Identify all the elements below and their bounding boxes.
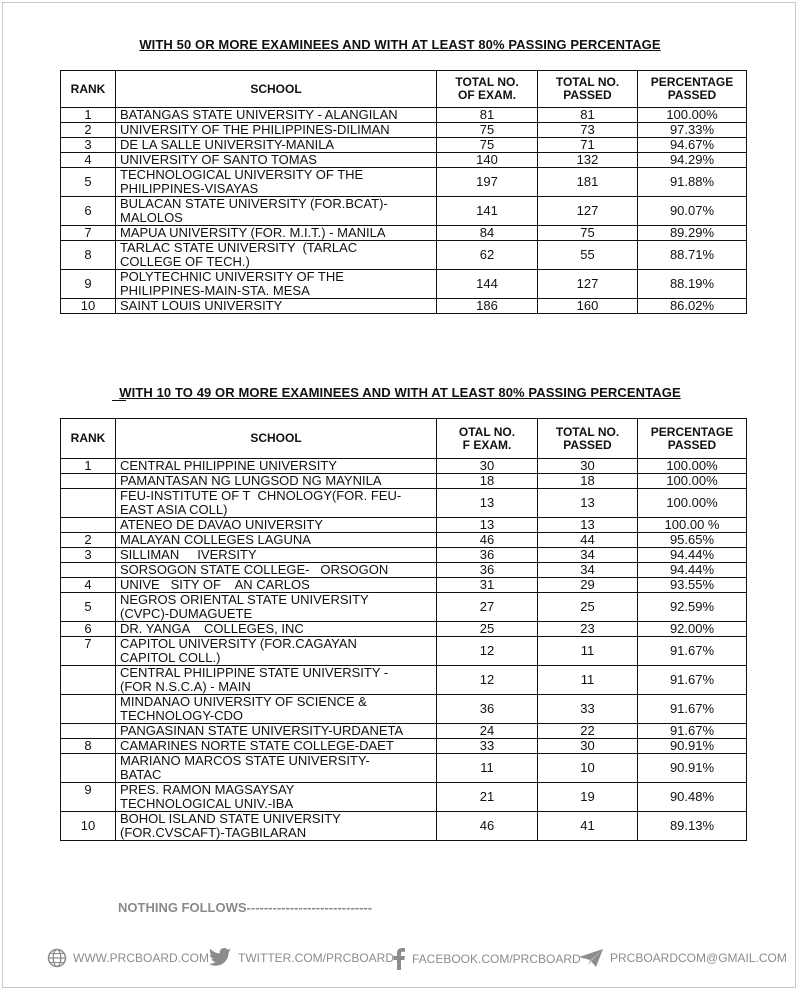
table-row xyxy=(61,123,747,138)
table-row xyxy=(61,474,747,489)
exam-count-cell: 75 xyxy=(437,123,538,138)
rank-cell: 10 xyxy=(61,812,116,841)
header-rank: RANK xyxy=(61,71,116,108)
school-cell xyxy=(116,739,437,754)
school-name-line: TECHNOLOGY-CDO xyxy=(120,708,244,723)
percentage-cell: 88.71% xyxy=(638,241,747,270)
table-10-to-49 xyxy=(60,418,747,841)
school-cell xyxy=(116,724,437,739)
percentage-cell: 94.29% xyxy=(638,153,747,168)
percentage-cell: 88.19% xyxy=(638,270,747,299)
percentage-cell: 100.00% xyxy=(638,474,747,489)
exam-count-cell: 75 xyxy=(437,138,538,153)
school-cell xyxy=(116,593,437,622)
table-row xyxy=(61,226,747,241)
exam-count-cell: 46 xyxy=(437,533,538,548)
table-row xyxy=(61,138,747,153)
school-name-line: PAMANTASAN NG LUNGSOD NG MAYNILA xyxy=(120,473,382,488)
school-name-line: PANGASINAN STATE UNIVERSITY-URDANETA xyxy=(120,723,404,738)
school-name-line: UNIVERSITY OF THE PHILIPPINES-DILIMAN xyxy=(120,122,390,137)
school-cell xyxy=(116,153,437,168)
table-row xyxy=(61,489,747,518)
passed-count-cell: 30 xyxy=(538,739,638,754)
passed-count-cell: 13 xyxy=(538,518,638,533)
table-row xyxy=(61,622,747,637)
footer xyxy=(0,948,800,972)
table-row xyxy=(61,548,747,563)
passed-count-cell: 25 xyxy=(538,593,638,622)
percentage-cell: 100.00 % xyxy=(638,518,747,533)
passed-count-cell: 181 xyxy=(538,168,638,197)
table-row xyxy=(61,593,747,622)
passed-count-cell: 55 xyxy=(538,241,638,270)
exam-count-cell: 84 xyxy=(437,226,538,241)
passed-count-cell: 22 xyxy=(538,724,638,739)
rank-cell: 7 xyxy=(61,226,116,241)
school-name-line: PHILIPPINES-MAIN-STA. MESA xyxy=(120,283,310,298)
table-row xyxy=(61,812,747,841)
rank-cell xyxy=(61,518,116,533)
rank-cell xyxy=(61,754,116,783)
exam-count-cell: 144 xyxy=(437,270,538,299)
school-name-line: CENTRAL PHILIPPINE STATE UNIVERSITY - xyxy=(120,665,389,680)
exam-count-cell: 33 xyxy=(437,739,538,754)
school-name-line: SILLIMAN IVERSITY xyxy=(120,547,257,562)
header-rank: RANK xyxy=(61,419,116,459)
exam-count-cell: 46 xyxy=(437,812,538,841)
exam-count-cell: 30 xyxy=(437,459,538,474)
percentage-cell: 90.07% xyxy=(638,197,747,226)
school-name-line: TECHNOLOGICAL UNIVERSITY OF THE xyxy=(120,167,364,182)
exam-count-cell: 18 xyxy=(437,474,538,489)
rank-cell xyxy=(61,563,116,578)
passed-count-cell: 30 xyxy=(538,459,638,474)
rank-cell: 3 xyxy=(61,138,116,153)
facebook-text: FACEBOOK.COM/PRCBOARD xyxy=(412,952,581,966)
exam-count-cell: 186 xyxy=(437,299,538,314)
passed-count-cell: 11 xyxy=(538,637,638,666)
rank-cell: 3 xyxy=(61,548,116,563)
percentage-cell: 94.44% xyxy=(638,563,747,578)
header-passed: TOTAL NO. PASSED xyxy=(538,71,638,108)
school-name-line: NEGROS ORIENTAL STATE UNIVERSITY xyxy=(120,592,369,607)
header-school: SCHOOL xyxy=(116,71,437,108)
table-row xyxy=(61,270,747,299)
school-name-line: ATENEO DE DAVAO UNIVERSITY xyxy=(120,517,323,532)
exam-count-cell: 81 xyxy=(437,108,538,123)
school-cell xyxy=(116,754,437,783)
percentage-cell: 90.91% xyxy=(638,739,747,754)
school-cell xyxy=(116,123,437,138)
passed-count-cell: 10 xyxy=(538,754,638,783)
school-name-line: CAPITOL UNIVERSITY (FOR.CAGAYAN xyxy=(120,636,357,651)
exam-count-cell: 141 xyxy=(437,197,538,226)
school-name-line: SORSOGON STATE COLLEGE- ORSOGON xyxy=(120,562,389,577)
school-name-line: BATANGAS STATE UNIVERSITY - ALANGILAN xyxy=(120,107,398,122)
header-passed: TOTAL NO. PASSED xyxy=(538,419,638,459)
school-cell xyxy=(116,489,437,518)
rank-cell: 10 xyxy=(61,299,116,314)
exam-count-cell: 140 xyxy=(437,153,538,168)
school-cell xyxy=(116,241,437,270)
table-row xyxy=(61,241,747,270)
table-row xyxy=(61,783,747,812)
globe-icon xyxy=(47,948,67,968)
school-name-line: PHILIPPINES-VISAYAS xyxy=(120,181,259,196)
school-name-line: UNIVE SITY OF AN CARLOS xyxy=(120,577,310,592)
twitter-icon xyxy=(208,948,232,968)
passed-count-cell: 41 xyxy=(538,812,638,841)
percentage-cell: 91.67% xyxy=(638,666,747,695)
school-name-line: (FOR.CVSCAFT)-TAGBILARAN xyxy=(120,825,307,840)
school-cell xyxy=(116,622,437,637)
rank-cell: 8 xyxy=(61,739,116,754)
passed-count-cell: 73 xyxy=(538,123,638,138)
rank-cell: 7 xyxy=(61,637,116,666)
table-row xyxy=(61,563,747,578)
school-cell xyxy=(116,695,437,724)
table-row xyxy=(61,637,747,666)
school-cell xyxy=(116,518,437,533)
school-cell xyxy=(116,108,437,123)
rank-cell xyxy=(61,666,116,695)
exam-count-cell: 13 xyxy=(437,518,538,533)
exam-count-cell: 25 xyxy=(437,622,538,637)
school-name-line: CAPITOL COLL.) xyxy=(120,650,221,665)
passed-count-cell: 29 xyxy=(538,578,638,593)
rank-cell: 8 xyxy=(61,241,116,270)
percentage-cell: 94.67% xyxy=(638,138,747,153)
school-name-line: EAST ASIA COLL) xyxy=(120,502,228,517)
passed-count-cell: 34 xyxy=(538,563,638,578)
passed-count-cell: 33 xyxy=(538,695,638,724)
passed-count-cell: 71 xyxy=(538,138,638,153)
exam-count-cell: 12 xyxy=(437,666,538,695)
exam-count-cell: 197 xyxy=(437,168,538,197)
table-row xyxy=(61,518,747,533)
school-cell xyxy=(116,299,437,314)
school-name-line: BATAC xyxy=(120,767,162,782)
percentage-cell: 90.48% xyxy=(638,783,747,812)
rank-cell: 1 xyxy=(61,459,116,474)
school-cell xyxy=(116,563,437,578)
school-cell xyxy=(116,637,437,666)
school-cell xyxy=(116,197,437,226)
school-name-line: BULACAN STATE UNIVERSITY (FOR.BCAT)- xyxy=(120,196,388,211)
percentage-cell: 89.13% xyxy=(638,812,747,841)
percentage-cell: 92.59% xyxy=(638,593,747,622)
table-row xyxy=(61,578,747,593)
school-name-line: MARIANO MARCOS STATE UNIVERSITY- xyxy=(120,753,370,768)
school-cell xyxy=(116,666,437,695)
school-name-line: (CVPC)-DUMAGUETE xyxy=(120,606,253,621)
percentage-cell: 100.00% xyxy=(638,108,747,123)
percentage-cell: 90.91% xyxy=(638,754,747,783)
school-name-line: POLYTECHNIC UNIVERSITY OF THE xyxy=(120,269,344,284)
rank-cell: 9 xyxy=(61,270,116,299)
rank-cell xyxy=(61,489,116,518)
school-cell xyxy=(116,533,437,548)
school-cell xyxy=(116,783,437,812)
exam-count-cell: 27 xyxy=(437,593,538,622)
school-name-line: DR. YANGA COLLEGES, INC xyxy=(120,621,304,636)
exam-count-cell: 36 xyxy=(437,548,538,563)
passed-count-cell: 127 xyxy=(538,197,638,226)
header-percentage: PERCENTAGE PASSED xyxy=(638,419,747,459)
school-name-line: BOHOL ISLAND STATE UNIVERSITY xyxy=(120,811,341,826)
percentage-cell: 100.00% xyxy=(638,489,747,518)
section2-title: WITH 10 TO 49 OR MORE EXAMINEES AND WITH AT LEAST 80% PASSING PERCENTAGE xyxy=(119,385,681,400)
school-name-line: TECHNOLOGICAL UNIV.-IBA xyxy=(120,796,294,811)
passed-count-cell: 75 xyxy=(538,226,638,241)
percentage-cell: 100.00% xyxy=(638,459,747,474)
table-row xyxy=(61,533,747,548)
table-row xyxy=(61,168,747,197)
exam-count-cell: 13 xyxy=(437,489,538,518)
percentage-cell: 93.55% xyxy=(638,578,747,593)
rank-cell: 2 xyxy=(61,123,116,138)
table-row xyxy=(61,153,747,168)
rank-cell: 4 xyxy=(61,578,116,593)
percentage-cell: 89.29% xyxy=(638,226,747,241)
rank-cell: 1 xyxy=(61,108,116,123)
percentage-cell: 97.33% xyxy=(638,123,747,138)
school-name-line: UNIVERSITY OF SANTO TOMAS xyxy=(120,152,317,167)
passed-count-cell: 34 xyxy=(538,548,638,563)
table-50-plus xyxy=(60,70,747,314)
header-percentage: PERCENTAGE PASSED xyxy=(638,71,747,108)
exam-count-cell: 31 xyxy=(437,578,538,593)
rank-cell xyxy=(61,724,116,739)
school-cell xyxy=(116,270,437,299)
exam-count-cell: 36 xyxy=(437,695,538,724)
school-name-line: PRES. RAMON MAGSAYSAY xyxy=(120,782,295,797)
section1-title: WITH 50 OR MORE EXAMINEES AND WITH AT LEAST 80% PASSING PERCENTAGE xyxy=(139,37,661,52)
percentage-cell: 95.65% xyxy=(638,533,747,548)
percentage-cell: 92.00% xyxy=(638,622,747,637)
footer-twitter[interactable] xyxy=(208,948,394,968)
header-exam: OTAL NO. F EXAM. xyxy=(437,419,538,459)
school-name-line: CENTRAL PHILIPPINE UNIVERSITY xyxy=(120,458,337,473)
school-cell xyxy=(116,812,437,841)
school-name-line: CAMARINES NORTE STATE COLLEGE-DAET xyxy=(120,738,394,753)
website-text: WWW.PRCBOARD.COM xyxy=(73,951,209,965)
rank-cell: 6 xyxy=(61,622,116,637)
school-name-line: MALAYAN COLLEGES LAGUNA xyxy=(120,532,311,547)
twitter-text: TWITTER.COM/PRCBOARD xyxy=(238,951,394,965)
paper-plane-icon xyxy=(578,948,604,968)
passed-count-cell: 23 xyxy=(538,622,638,637)
table-row xyxy=(61,739,747,754)
passed-count-cell: 13 xyxy=(538,489,638,518)
header-school: SCHOOL xyxy=(116,419,437,459)
rank-cell: 5 xyxy=(61,168,116,197)
school-cell xyxy=(116,548,437,563)
exam-count-cell: 11 xyxy=(437,754,538,783)
school-name-line: MINDANAO UNIVERSITY OF SCIENCE & xyxy=(120,694,367,709)
school-cell xyxy=(116,474,437,489)
table-row xyxy=(61,666,747,695)
rank-cell: 9 xyxy=(61,783,116,812)
school-cell xyxy=(116,168,437,197)
table-row xyxy=(61,299,747,314)
passed-count-cell: 18 xyxy=(538,474,638,489)
school-cell xyxy=(116,578,437,593)
school-name-line: SAINT LOUIS UNIVERSITY xyxy=(120,298,283,313)
table-row xyxy=(61,108,747,123)
passed-count-cell: 132 xyxy=(538,153,638,168)
school-name-line: FEU-INSTITUTE OF T CHNOLOGY(FOR. FEU- xyxy=(120,488,402,503)
header-exam: TOTAL NO. OF EXAM. xyxy=(437,71,538,108)
exam-count-cell: 12 xyxy=(437,637,538,666)
facebook-icon xyxy=(392,948,406,970)
rank-cell xyxy=(61,695,116,724)
footer-email[interactable] xyxy=(578,948,787,968)
rank-cell: 4 xyxy=(61,153,116,168)
title-underline-fragment xyxy=(112,400,126,401)
footer-facebook[interactable] xyxy=(392,948,581,970)
passed-count-cell: 44 xyxy=(538,533,638,548)
table-row xyxy=(61,197,747,226)
table-row xyxy=(61,459,747,474)
school-cell xyxy=(116,459,437,474)
passed-count-cell: 160 xyxy=(538,299,638,314)
school-name-line: (FOR N.S.C.A) - MAIN xyxy=(120,679,251,694)
school-name-line: COLLEGE OF TECH.) xyxy=(120,254,250,269)
percentage-cell: 86.02% xyxy=(638,299,747,314)
school-name-line: MALOLOS xyxy=(120,210,183,225)
passed-count-cell: 19 xyxy=(538,783,638,812)
school-name-line: DE LA SALLE UNIVERSITY-MANILA xyxy=(120,137,335,152)
rank-cell: 6 xyxy=(61,197,116,226)
passed-count-cell: 81 xyxy=(538,108,638,123)
footer-website[interactable] xyxy=(47,948,209,968)
table-row xyxy=(61,754,747,783)
exam-count-cell: 24 xyxy=(437,724,538,739)
rank-cell: 5 xyxy=(61,593,116,622)
exam-count-cell: 21 xyxy=(437,783,538,812)
table-row xyxy=(61,695,747,724)
school-cell xyxy=(116,226,437,241)
passed-count-cell: 127 xyxy=(538,270,638,299)
rank-cell xyxy=(61,474,116,489)
passed-count-cell: 11 xyxy=(538,666,638,695)
table-row xyxy=(61,724,747,739)
percentage-cell: 91.67% xyxy=(638,724,747,739)
exam-count-cell: 36 xyxy=(437,563,538,578)
percentage-cell: 94.44% xyxy=(638,548,747,563)
email-text: PRCBOARDCOM@GMAIL.COM xyxy=(610,951,787,965)
percentage-cell: 91.67% xyxy=(638,695,747,724)
percentage-cell: 91.88% xyxy=(638,168,747,197)
rank-cell: 2 xyxy=(61,533,116,548)
school-cell xyxy=(116,138,437,153)
school-name-line: TARLAC STATE UNIVERSITY (TARLAC xyxy=(120,240,358,255)
nothing-follows: NOTHING FOLLOWS----------------------------- xyxy=(118,900,373,915)
school-name-line: MAPUA UNIVERSITY (FOR. M.I.T.) - MANILA xyxy=(120,225,386,240)
percentage-cell: 91.67% xyxy=(638,637,747,666)
exam-count-cell: 62 xyxy=(437,241,538,270)
